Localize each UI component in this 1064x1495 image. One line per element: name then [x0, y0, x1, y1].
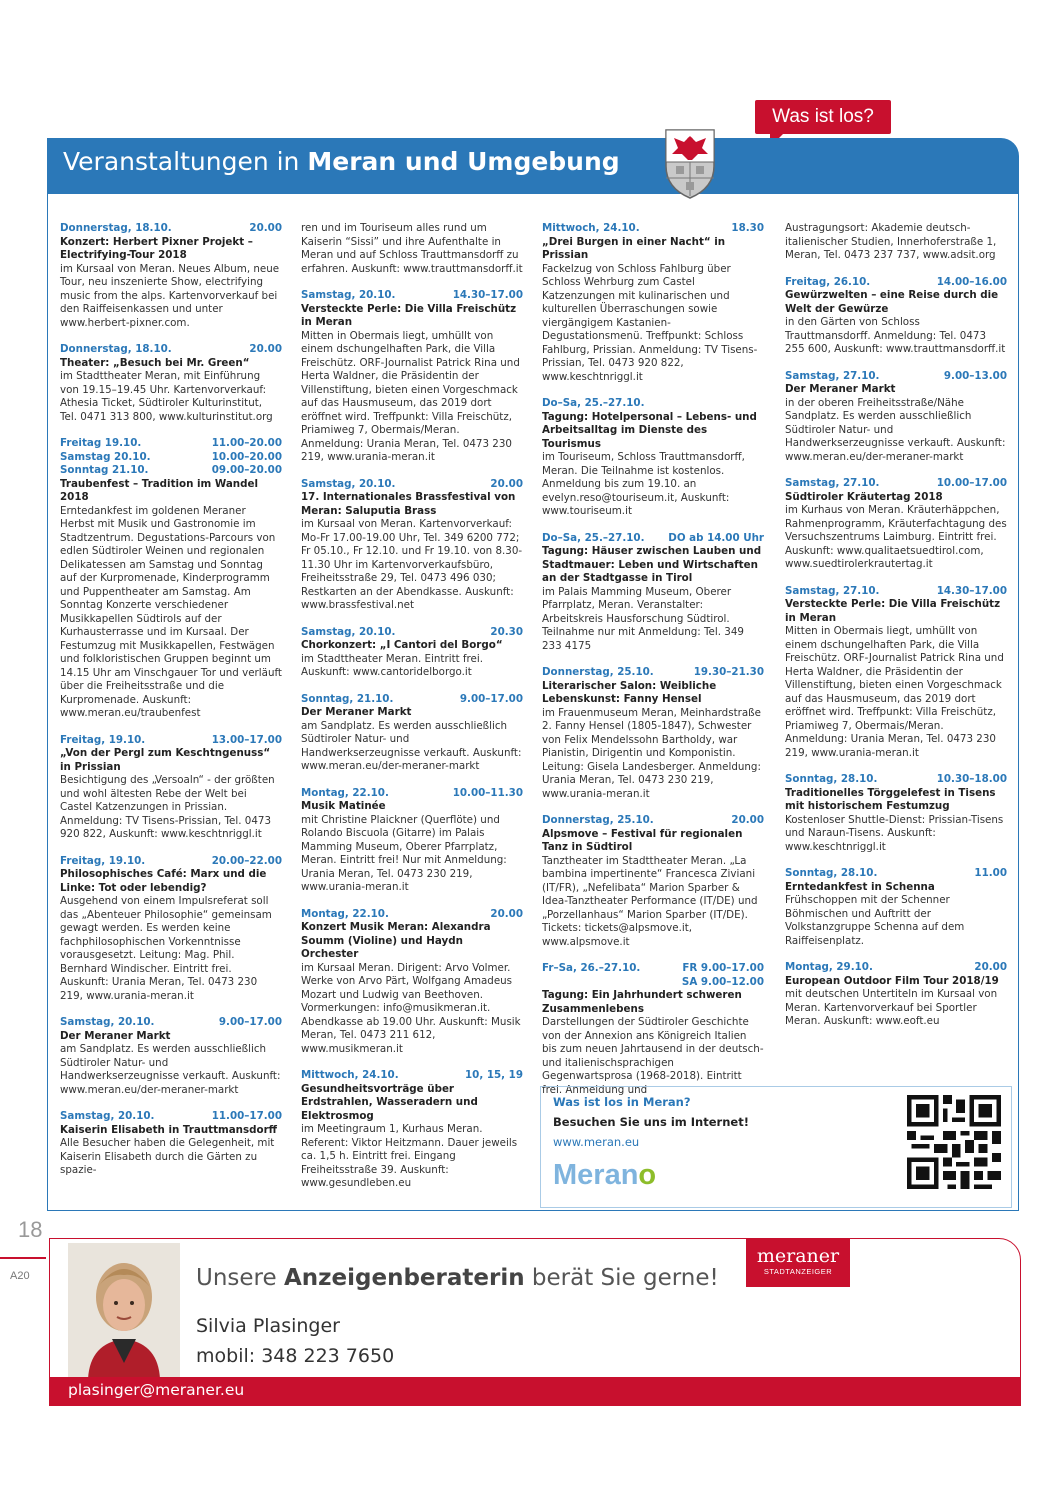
- event-date-line: [542, 397, 764, 411]
- event-date-line: [301, 787, 523, 801]
- event-item: [785, 773, 1007, 854]
- event-date: Samstag, 20.10.: [60, 1016, 155, 1028]
- event-date: Samstag, 27.10.: [785, 369, 880, 382]
- advisor-phone[interactable]: mobil: 348 223 7650: [196, 1345, 395, 1367]
- event-time: DO ab 14.00 Uhr: [668, 531, 764, 544]
- event-date-line: [542, 532, 764, 546]
- event-date-line: [60, 451, 282, 465]
- event-description: im Kursaal von Meran. Neues Album, neue Tour, neu inszenierte Show, electrifying music from the alps. Kartenvorverkauf bei den Raiffeisenkassen und unter www.herbert-pixner.com.: [60, 262, 280, 329]
- logo-text-b: o: [638, 1159, 657, 1191]
- event-time: SA 9.00–12.00: [681, 975, 764, 988]
- title-bold: Meran und Umgebung: [307, 147, 620, 176]
- event-date-line: [785, 276, 1007, 290]
- event-date: Fr–Sa, 26.–27.10.: [542, 962, 641, 974]
- event-item: [60, 1016, 282, 1097]
- event-date: Samstag, 20.10.: [301, 625, 396, 638]
- event-item: [301, 1069, 523, 1191]
- event-title: Gesundheitsvorträge über Erdstrahlen, Wasseradern und Elektrosmog: [301, 1082, 478, 1122]
- event-date: Sonntag, 28.10.: [785, 773, 878, 785]
- event-item: [542, 814, 764, 949]
- event-time: FR 9.00–17.00: [682, 962, 764, 974]
- event-date-line: [785, 773, 1007, 787]
- advertising-banner: [49, 1238, 1021, 1406]
- event-title: Kaiserin Elisabeth in Trauttmansdorff: [60, 1123, 277, 1136]
- event-date-line: [301, 626, 523, 640]
- event-title: Konzert Musik Meran: Alexandra Soumm (Violine) und Haydn Orchester: [301, 921, 491, 960]
- event-date-line: [542, 962, 764, 976]
- event-description: mit Christine Plaickner (Querflöte) und Rolando Biscuola (Gitarre) im Palais Mamming Museum, Oberer Pfarrplatz, Meran. Eintritt frei! Nur mit Anmeldung: Urania Meran, Tel. 0473 230 219, www.urania-meran.it: [301, 813, 507, 893]
- event-item: [301, 787, 523, 895]
- event-date: Freitag, 26.10.: [785, 275, 871, 288]
- event-time: 09.00–20.00: [211, 464, 282, 476]
- event-description: im Meetingraum 1, Kurhaus Meran. Referent: Viktor Heitzmann. Dauer jeweils ca. 1,5 h. Eintritt frei. Eingang Freiheitsstraße 39. Auskunft: www.gesundleben.eu: [301, 1123, 518, 1189]
- event-item: [785, 276, 1007, 357]
- event-date-line: [785, 477, 1007, 491]
- merano-logo: [553, 1159, 656, 1192]
- event-date-line: [542, 666, 764, 680]
- event-date: Sonntag 21.10.: [60, 464, 149, 476]
- event-description: im Stadttheater Meran, mit Einführung von 19.15–19.45 Uhr. Kartenvorverkauf: Athesia Ticket, Südtiroler Kulturinstitut, Tel. 0471 313 800, www.kulturinstitut.org: [60, 370, 273, 423]
- event-item: [542, 222, 764, 384]
- event-description: im Stadttheater Meran. Eintritt frei. Auskunft: www.cantoridelborgo.it: [301, 652, 484, 678]
- ad-headline: [196, 1265, 719, 1291]
- events-panel: [47, 194, 1019, 1211]
- event-date-line: [60, 1016, 282, 1030]
- event-time: 10.30–18.00: [936, 773, 1007, 785]
- event-description: im Palais Mamming Museum, Oberer Pfarrplatz, Meran. Veranstalter: Arbeitskreis Hausforschung Südtirol. Teilnahme nur mit Anmeldung: Tel. 349 233 4175: [542, 585, 744, 652]
- event-date: Samstag, 20.10.: [301, 289, 396, 301]
- event-item: [301, 478, 523, 613]
- event-item: [785, 961, 1007, 1029]
- event-item: [301, 289, 523, 465]
- event-time: 13.00–17.00: [211, 733, 282, 746]
- event-item: [60, 1110, 282, 1178]
- event-description: Frühschoppen mit der Schenner Böhmischen und Auftritt der Volkstanzgruppe Schenna auf dem Raiffeisenplatz.: [785, 894, 965, 947]
- event-item: [542, 666, 764, 801]
- promo-heading: Was ist los in Meran?: [553, 1095, 691, 1109]
- event-date: Samstag, 20.10.: [60, 1110, 155, 1122]
- event-date: Mittwoch, 24.10.: [542, 222, 640, 234]
- website-promo-box: [540, 1086, 1012, 1208]
- event-item: [60, 437, 282, 721]
- event-title: „Von der Pergl zum Keschtngenuss“ in Prissian: [60, 747, 271, 773]
- event-time: 10.00–17.00: [936, 477, 1007, 489]
- event-date: Sonntag, 28.10.: [785, 867, 878, 879]
- event-date-line: [785, 370, 1007, 384]
- event-title: Musik Matinée: [301, 800, 386, 812]
- event-time: 10, 15, 19: [465, 1069, 523, 1081]
- event-time: 20.00: [731, 814, 764, 826]
- event-description: im Kurhaus von Meran. Kräuterhäppchen, Rahmenprogramm, Kräuterfachtagung des Versuchszentrums Laimburg. Eintritt frei. Auskunft: www.qualitaetsuedtirol.com, www.suedtirolerkrautertag.it: [785, 504, 1007, 570]
- logo-sub: STADTANZEIGER: [763, 1267, 833, 1276]
- event-title: Traubenfest – Tradition im Wandel 2018: [60, 477, 259, 503]
- event-description: im Frauenmuseum Meran, Meinhardstraße 2. Fanny Hensel (1805-1847), Schwester von Felix Mendelssohn Bartholdy, war Pianistin, Dirigentin und Komponistin. Leitung: Gisela Landesberger. Anmeldung: Urania Meran, Tel. 0473 230 219, www.urania-meran.it: [542, 706, 761, 800]
- events-column-1: [60, 222, 282, 1191]
- event-title: Versteckte Perle: Die Villa Freischütz in Meran: [301, 302, 517, 328]
- event-date-line: [60, 855, 282, 869]
- ad-headline-b: Anzeigenberaterin: [283, 1265, 525, 1291]
- event-date-line: [301, 693, 523, 707]
- event-date-line: [785, 961, 1007, 975]
- event-date: Freitag, 19.10.: [60, 733, 146, 746]
- event-time: 20.00: [249, 343, 282, 355]
- event-time: 14.30–17.00: [936, 584, 1007, 597]
- page-number: 18: [18, 1217, 43, 1242]
- qr-code-icon[interactable]: [907, 1095, 1001, 1189]
- event-title: Theater: „Besuch bei Mr. Green“: [60, 356, 250, 369]
- event-date: Montag, 22.10.: [301, 786, 389, 799]
- ad-headline-c: berät Sie gerne!: [524, 1265, 719, 1291]
- event-date-line: [60, 1110, 282, 1124]
- event-title: Der Meraner Markt: [785, 383, 896, 395]
- event-date: Samstag, 27.10.: [785, 584, 880, 597]
- event-date-line: [785, 867, 1007, 881]
- event-description: im Kursaal von Meran. Kartenvorverkauf: Mo-Fr 17.00-19.00 Uhr, Tel. 349 6200 772; Fr 05.10., Fr 12.10. und Fr 19.10. von 8.30-11.30 Uhr im Kartenvorverkaufsbüro, Freiheitsstraße 29, Tel. 0473 496 030; Restkarten an der Abendkasse. Auskunft: www.brassfestival.net: [301, 518, 523, 611]
- event-date: Samstag 20.10.: [60, 450, 151, 463]
- event-date: Mittwoch, 24.10.: [301, 1069, 399, 1081]
- event-title: European Outdoor Film Tour 2018/19: [785, 974, 999, 987]
- event-item: [301, 908, 523, 1057]
- event-time: 14.00–16.00: [936, 275, 1007, 288]
- event-date: Donnerstag, 18.10.: [60, 343, 172, 355]
- event-time: 9.00–17.00: [218, 1016, 282, 1028]
- logo-text-a: Meran: [553, 1159, 639, 1191]
- event-description: Tanztheater im Stadttheater Meran. „La bambina impertinente“ Francesca Ziviani (IT/FR), „Nefelibata“ Marion Sparber & Idea-Tanztheater Performance (IT/DE) und „Porzellanhaus“ Marion Sparber (IT/DE). Tickets: tickets@alpsmove.it, www.alpsmove.it: [542, 854, 758, 948]
- event-description: in der oberen Freiheitsstraße/Nähe Sandplatz. Es werden ausschließlich Südtiroler Natur- und Handwerkserzeugnisse verkauft. Auskunft: www.meran.eu/der-meraner-markt: [785, 396, 1006, 463]
- event-title: „Drei Burgen in einer Nacht“ in Prissian: [542, 235, 726, 261]
- page-marker-line: [0, 1257, 46, 1259]
- event-date-line: [60, 222, 282, 236]
- event-date: Freitag, 19.10.: [60, 854, 146, 867]
- event-item: [60, 343, 282, 424]
- event-title: Erntedankfest in Schenna: [785, 880, 935, 893]
- event-date: Sonntag, 21.10.: [301, 692, 394, 705]
- event-description: Erntedankfest im goldenen Meraner Herbst mit Musik und Gastronomie im Stadtzentrum. Degustations-Parcours von edlen Südtiroler Weinen und regionalen Delikatessen am Samstag und Sonntag auf der Kurpromenade, Kinderprogramm und Puppentheater am Samstag. Am Sonntag Konzerte verschiedener Musikkapellen Südtirols auf der Kurhausterrasse und im Kursaal. Der Festumzug mit Musikkapellen, Festwägen und folkloristischen Gruppen beginnt um 14.15 Uhr am Vinschgauer Tor und verläuft über die Freiheitsstraße und die Kurpromenade. Auskunft: www.meran.eu/traubenfest: [60, 504, 282, 719]
- event-description: am Sandplatz. Es werden ausschließlich Südtiroler Natur- und Handwerkserzeugnisse verkauft. Auskunft: www.meran.eu/der-meraner-markt: [60, 1043, 281, 1096]
- event-description: ren und im Touriseum alles rund um Kaiserin “Sissi” und ihre Aufenthalte in Meran und auf Schloss Trauttmansdorff zu erfahren. Auskunft: www.trauttmansdorff.it: [301, 222, 523, 275]
- event-time: 20.30: [490, 625, 523, 638]
- advisor-name: Silvia Plasinger: [196, 1315, 340, 1337]
- event-time: 11.00: [974, 867, 1007, 879]
- event-title: Konzert: Herbert Pixner Projekt – Electrifying-Tour 2018: [60, 235, 253, 261]
- event-time: 9.00–13.00: [943, 369, 1007, 382]
- event-time: 20.00: [490, 477, 523, 490]
- advisor-email-link[interactable]: plasinger@meraner.eu: [68, 1381, 245, 1399]
- event-date: Montag, 29.10.: [785, 961, 873, 973]
- event-date-line: [542, 222, 764, 236]
- was-ist-los-bubble: Was ist los?: [755, 100, 891, 134]
- event-date-line: [301, 478, 523, 492]
- event-item: [60, 222, 282, 330]
- promo-subheading: Besuchen Sie uns im Internet!: [553, 1115, 749, 1129]
- event-description: am Sandplatz. Es werden ausschließlich Südtiroler Natur- und Handwerkserzeugnisse verkauft. Auskunft: www.meran.eu/der-meraner-markt: [301, 719, 522, 772]
- event-title: Gewürzwelten – eine Reise durch die Welt der Gewürze: [785, 289, 999, 315]
- promo-url-link[interactable]: www.meran.eu: [553, 1135, 640, 1149]
- event-time: 20.00–22.00: [211, 854, 282, 867]
- event-description: Alle Besucher haben die Gelegenheit, mit Kaiserin Elisabeth durch die Gärten zu spazie-: [60, 1137, 275, 1176]
- event-description: Fackelzug von Schloss Fahlburg über Schloss Wehrburg zum Castel Katzenzungen mit kulinarischen und kulturellen Überraschungen sowie viergängigem Kastanien-Degustationsmenü. Treffpunkt: Schloss Fahlburg, Prissian. Anmeldung: TV Tisens-Prissian, Tel. 0473 920 822, www.keschtnriggl.it: [542, 262, 758, 383]
- event-description: Ausgehend von einem Impulsreferat soll das „Abenteuer Philosophie“ gemeinsam gewagt werden. Es werden keine fachphilosophischen Vorkenntnisse vorausgesetzt. Leitung: Mag. Phil. Bernhard Windischer. Eintritt frei. Auskunft: Urania Meran, Tel. 0473 230 219, www.urania-meran.it: [60, 895, 272, 1002]
- event-description: mit deutschen Untertiteln im Kursaal von Meran. Kartenvorverkauf bei Sportler Meran. Auskunft: www.eoft.eu: [785, 988, 998, 1027]
- event-item: [542, 532, 764, 654]
- event-description: Darstellungen der Südtiroler Geschichte von der Annexion ans Königreich Italien bis zum neuen Jahrtausend in der deutsch- und italienischsprachigen Gegenwartsprosa (1968-2018). Eintritt frei. Anmeldung und: [542, 1016, 764, 1096]
- event-date: Do–Sa, 25.–27.10.: [542, 531, 645, 544]
- event-title: Chorkonzert: „I Cantori del Borgo“: [301, 639, 503, 651]
- event-description: Mitten in Obermais liegt, umhüllt von einem dschungelhaften Park, die Villa Freischütz. ORF-Journalist Patrick Rina und Herta Waldner, die Präsidentin der Villenstiftung, bieten einen Vorgeschmack auf das Hausmuseum, das 2019 dort eröffnet wird. Treffpunkt: Villa Freischütz, Priamiweg 7, Obermais/Meran. Anmeldung: Urania Meran, Tel. 0473 230 219, www.urania-meran.it: [301, 329, 520, 463]
- event-description: Besichtigung des „Versoaln“ - der größten und wohl ältesten Rebe der Welt bei Castel Katzenzungen in Prissian. Anmeldung: TV Tisens-Prissian, Tel. 0473 920 822, Auskunft: www.keschtnriggl.it: [60, 774, 275, 840]
- event-item: [542, 397, 764, 519]
- event-title: Literarischer Salon: Weibliche Lebenskunst: Fanny Hensel: [542, 679, 717, 705]
- event-title: Versteckte Perle: Die Villa Freischütz in Meran: [785, 598, 1001, 624]
- event-time: 20.00: [490, 907, 523, 920]
- event-date-line: [60, 343, 282, 357]
- event-time: 9.00–17.00: [459, 692, 523, 705]
- event-item: [785, 222, 1007, 263]
- page-code: A20: [10, 1270, 30, 1282]
- event-title: 17. Internationales Brassfestival von Meran: Saluputia Brass: [301, 491, 516, 517]
- email-bar: [50, 1377, 1020, 1405]
- event-description: in den Gärten von Schloss Trauttmansdorff. Anmeldung: Tel. 0473 255 600, Auskunft: www.trauttmansdorff.it: [785, 316, 1006, 355]
- event-time: 20.00: [249, 222, 282, 234]
- event-time: 19.30–21.30: [693, 666, 764, 678]
- event-item: [542, 962, 764, 1097]
- event-title: Tagung: Ein Jahrhundert schweren Zusammenlebens: [542, 989, 742, 1015]
- page-title: [63, 147, 620, 176]
- meran-crest-icon: [662, 126, 718, 200]
- event-title: Der Meraner Markt: [301, 706, 412, 718]
- event-title: Der Meraner Markt: [60, 1029, 171, 1042]
- event-date: Do–Sa, 25.–27.10.: [542, 397, 645, 409]
- event-title: Alpsmove – Festival für regionalen Tanz in Südtirol: [542, 827, 743, 853]
- event-item: [785, 867, 1007, 948]
- event-item: [785, 585, 1007, 761]
- event-item: [301, 693, 523, 774]
- event-item: [301, 626, 523, 680]
- events-column-3: [542, 222, 764, 1110]
- meraner-stadtanzeiger-logo: [746, 1239, 850, 1287]
- events-column-4: [785, 222, 1007, 1042]
- event-title: Südtiroler Kräutertag 2018: [785, 490, 943, 503]
- event-date: Donnerstag, 25.10.: [542, 666, 654, 678]
- event-date-line: [542, 814, 764, 828]
- event-item: [785, 370, 1007, 465]
- event-date-line: [60, 464, 282, 478]
- event-date: Freitag 19.10.: [60, 437, 142, 449]
- event-item: [60, 734, 282, 842]
- event-description: Austragungsort: Akademie deutsch-italienischer Studien, Innerhoferstraße 1, Meran, Tel. 0473 237 737, www.adsit.org: [785, 222, 997, 261]
- event-date-line: [301, 908, 523, 922]
- event-date: Samstag, 27.10.: [785, 477, 880, 489]
- event-date-line: [542, 976, 764, 990]
- event-time: 20.00: [974, 961, 1007, 973]
- event-item: [785, 477, 1007, 572]
- section-header: [47, 138, 1019, 194]
- event-date: Montag, 22.10.: [301, 907, 389, 920]
- event-time: 10.00–11.30: [452, 786, 523, 799]
- event-title: Traditionelles Törggelefest in Tisens mit historischem Festumzug: [785, 786, 996, 812]
- event-time: 11.00–17.00: [211, 1110, 282, 1122]
- event-date-line: [60, 734, 282, 748]
- event-description: im Kursaal Meran. Dirigent: Arvo Volmer. Werke von Arvo Pärt, Wolfgang Amadeus Mozart und Ludwig van Beethoven. Vormerkungen: info@musikmeran.it. Abendkasse ab 19.00 Uhr. Auskunft: Musik Meran, Tel. 0473 211 612, www.musikmeran.it: [301, 961, 521, 1055]
- title-light: Veranstaltungen in: [63, 147, 308, 176]
- event-item: [60, 855, 282, 1004]
- event-time: 11.00–20.00: [211, 437, 282, 449]
- event-description: Kostenloser Shuttle-Dienst: Prissian-Tisens und Naraun-Tisens. Auskunft: www.keschtnriggl.it: [785, 813, 1004, 853]
- event-date-line: [60, 437, 282, 451]
- event-date-line: [785, 585, 1007, 599]
- event-item: [301, 222, 523, 276]
- event-title: Tagung: Hotelpersonal – Lebens- und Arbeitsalltag im Dienste des Tourismus: [542, 410, 757, 450]
- event-description: Mitten in Obermais liegt, umhüllt von einem dschungelhaften Park, die Villa Freischütz. ORF-Journalist Patrick Rina und Herta Waldner, die Präsidentin der Villenstiftung, bieten einen Vorgeschmack auf das Hausmuseum, das 2019 dort eröffnet wird. Treffpunkt: Villa Freischütz, Priamiweg 7, Obermais/Meran. Anmeldung: Urania Meran, Tel. 0473 230 219, www.urania-meran.it: [785, 625, 1004, 759]
- event-date: Donnerstag, 18.10.: [60, 222, 172, 234]
- event-time: 14.30–17.00: [452, 289, 523, 301]
- ad-headline-a: Unsere: [196, 1265, 284, 1291]
- event-date: Donnerstag, 25.10.: [542, 814, 654, 826]
- event-date-line: [301, 289, 523, 303]
- events-column-2: [301, 222, 523, 1204]
- event-date: Samstag, 20.10.: [301, 477, 396, 490]
- event-description: im Touriseum, Schloss Trauttmansdorff, Meran. Die Teilnahme ist kostenlos. Anmeldung bis zum 19.10. an evelyn.reso@touriseum.it, Auskunft: www.touriseum.it: [542, 451, 745, 517]
- event-time: 10.00–20.00: [211, 450, 282, 463]
- event-title: Tagung: Häuser zwischen Lauben und Stadtmauer: Leben und Wirtschaften an der Stadtgasse in Tirol: [542, 545, 762, 584]
- logo-main: meraner: [756, 1245, 840, 1267]
- advisor-portrait: [68, 1243, 180, 1379]
- event-time: 18.30: [731, 222, 764, 234]
- event-date-line: [301, 1069, 523, 1083]
- event-title: Philosophisches Café: Marx und die Linke: Tot oder lebendig?: [60, 868, 267, 894]
